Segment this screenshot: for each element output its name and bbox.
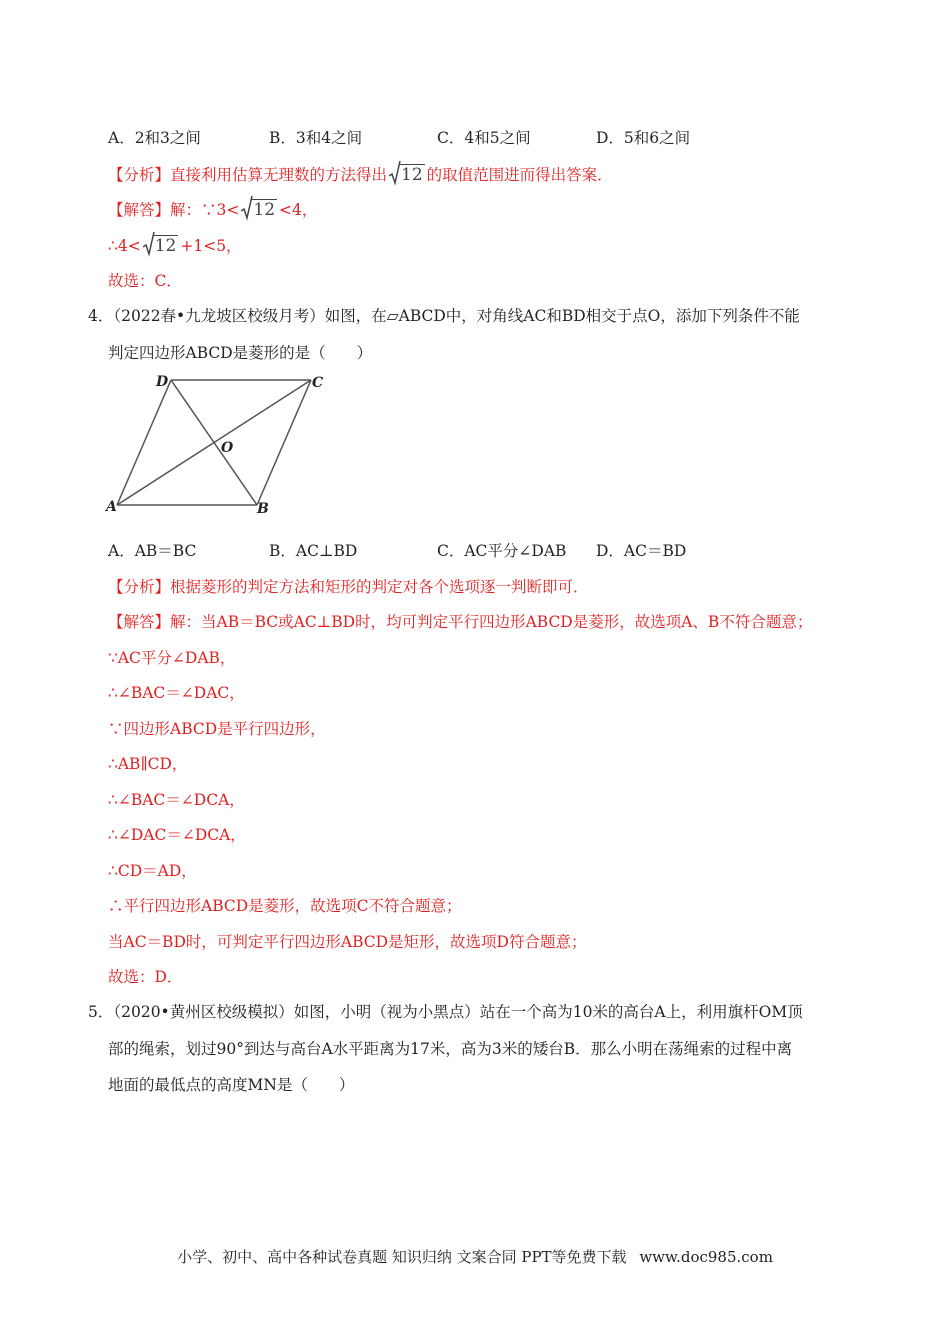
radicand: 12 (401, 165, 423, 185)
analysis-text-post: 的取值范围进而得出答案． (426, 166, 613, 184)
q4-option-c: C．AC平分∠DAB (437, 542, 567, 560)
solution-l1-post: <4， (279, 201, 318, 219)
label-o: O (221, 440, 234, 456)
q4-solution-line: ∴∠BAC＝∠DCA， (108, 791, 245, 809)
footer-url: www.doc985.com (639, 1248, 773, 1266)
side-cb (257, 380, 311, 505)
q3-option-a: A．2和3之间 (108, 129, 201, 147)
sqrt-expression (241, 199, 277, 221)
q3-solution-line-1 (108, 199, 317, 221)
q4-option-d: D．AC＝BD (596, 542, 687, 560)
label-a: A (106, 499, 117, 515)
q3-analysis (108, 164, 613, 186)
q4-solution-line: 当AC＝BD时，可判定平行四边形ABCD是矩形，故选项D符合题意； (108, 933, 587, 951)
sqrt-expression (143, 235, 179, 257)
q3-choice: 故选：C． (108, 272, 182, 290)
diagonal-bd (171, 380, 257, 505)
q5-stem-line-3: 地面的最低点的高度MN是（ ） (108, 1076, 355, 1094)
solution-l2-pre: ∴4< (108, 237, 141, 255)
footer-text: 小学、初中、高中各种试卷真题 知识归纳 文案合同 PPT等免费下载 (177, 1248, 627, 1266)
q5-stem-line-1: 5．（2020•黄州区校级模拟）如图，小明（视为小黑点）站在一个高为10米的高台A上，利用旗杆OM顶 (88, 1003, 803, 1021)
label-d: D (156, 374, 169, 390)
q4-solution-line: ∵四边形ABCD是平行四边形， (108, 720, 326, 738)
q4-stem-line-1: 4．（2022春•九龙坡区校级月考）如图，在▱ABCD中，对角线AC和BD相交于点O，添加下列条件不能 (88, 307, 800, 325)
side-ad (117, 380, 171, 505)
radicand: 12 (253, 200, 276, 220)
q3-option-b: B．3和4之间 (269, 129, 363, 147)
q4-solution-line: ∴∠BAC＝∠DAC， (108, 684, 245, 702)
solution-l1-pre: 解：∵3< (170, 201, 240, 219)
q4-analysis: 【分析】根据菱形的判定方法和矩形的判定对各个选项逐一判断即可． (108, 578, 589, 596)
q4-stem-line-2: 判定四边形ABCD是菱形的是（ ） (108, 344, 373, 362)
page-footer (0, 1246, 950, 1267)
sqrt-expression (389, 164, 425, 186)
q4-solution-line: 【解答】解：当AB＝BC或AC⊥BD时，均可判定平行四边形ABCD是菱形，故选项A、B不符合题意； (108, 613, 813, 631)
label-b: B (257, 501, 269, 517)
q4-solution-line: ∵AC平分∠DAB， (108, 649, 236, 667)
analysis-tag: 【分析】 (108, 166, 171, 184)
q3-option-d: D．5和6之间 (596, 129, 691, 147)
q4-solution-line: ∴平行四边形ABCD是菱形，故选项C不符合题意； (108, 897, 462, 915)
q3-option-c: C．4和5之间 (437, 129, 531, 147)
q3-solution-line-2 (108, 235, 242, 257)
q4-solution-line: ∴∠DAC＝∠DCA， (108, 826, 246, 844)
radicand: 12 (154, 236, 177, 256)
q4-choice: 故选：D． (108, 968, 183, 986)
solution-l2-post: +1<5， (180, 237, 242, 255)
q5-stem-line-2: 部的绳索，划过90°到达与高台A水平距离为17米，高为3米的矮台B．那么小明在荡绳索的过程中离 (108, 1040, 793, 1058)
q4-option-b: B．AC⊥BD (269, 542, 358, 560)
q4-solution-line: ∴CD＝AD， (108, 862, 197, 880)
solution-tag: 【解答】 (108, 201, 171, 219)
analysis-text-pre: 直接利用估算无理数的方法得出 (170, 166, 388, 184)
label-c: C (312, 375, 324, 391)
q4-solution-line: ∴AB∥CD， (108, 755, 188, 773)
parallelogram-figure (104, 370, 334, 520)
q4-option-a: A．AB＝BC (108, 542, 197, 560)
